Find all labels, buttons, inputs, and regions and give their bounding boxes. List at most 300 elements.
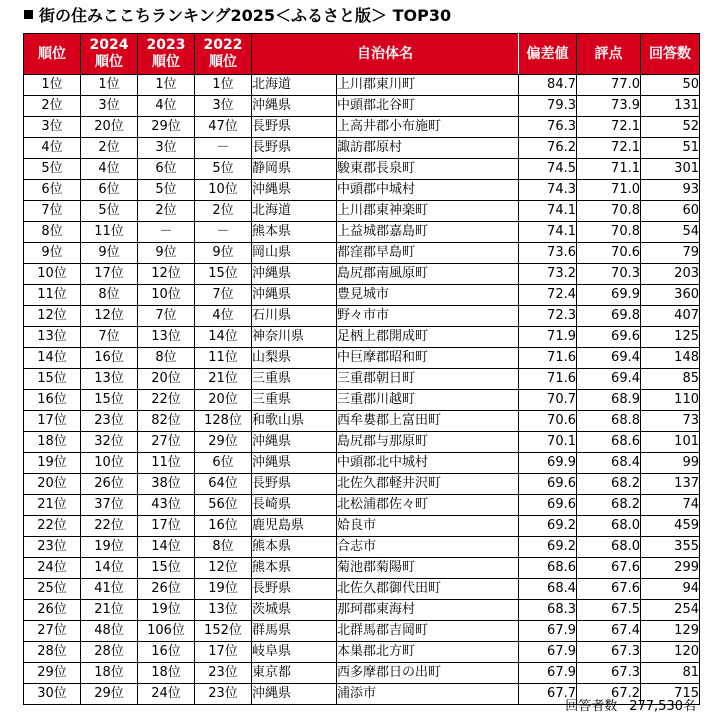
- prefecture-cell: 沖縄県: [252, 285, 337, 306]
- municipality-cell: 北佐久郡軽井沢町: [337, 474, 519, 495]
- rank-cell: 14位: [24, 348, 81, 369]
- rank-2024-cell: 48位: [81, 621, 138, 642]
- rank-2024-cell: 3位: [81, 96, 138, 117]
- municipality-cell: 豊見城市: [337, 285, 519, 306]
- municipality-cell: 北佐久郡御代田町: [337, 579, 519, 600]
- table-row: [24, 621, 700, 642]
- rank-cell: 28位: [24, 642, 81, 663]
- prefecture-cell: 長崎県: [252, 495, 337, 516]
- respondent-count: 277,530名: [629, 699, 696, 714]
- prefecture-cell: 茨城県: [252, 600, 337, 621]
- table-row: [24, 306, 700, 327]
- score-cell: 73.9: [577, 96, 641, 117]
- score-cell: 67.3: [577, 642, 641, 663]
- square-bullet-icon: [24, 10, 33, 19]
- rank-2024-cell: 16位: [81, 348, 138, 369]
- rank-2022-cell: 23位: [195, 663, 252, 684]
- deviation-cell: 70.7: [519, 390, 577, 411]
- table-row: [24, 117, 700, 138]
- rank-2023-cell: 16位: [138, 642, 195, 663]
- rank-2024-cell: 37位: [81, 495, 138, 516]
- rank-2022-cell: 13位: [195, 600, 252, 621]
- municipality-cell: 北松浦郡佐々町: [337, 495, 519, 516]
- deviation-cell: 69.2: [519, 537, 577, 558]
- rank-2022-cell: 29位: [195, 432, 252, 453]
- municipality-cell: 中頭郡北谷町: [337, 96, 519, 117]
- rank-2024-cell: 11位: [81, 222, 138, 243]
- deviation-cell: 74.3: [519, 180, 577, 201]
- table-row: [24, 642, 700, 663]
- rank-2022-cell: 21位: [195, 369, 252, 390]
- rank-2023-cell: 11位: [138, 453, 195, 474]
- municipality-cell: 姶良市: [337, 516, 519, 537]
- prefecture-cell: 熊本県: [252, 558, 337, 579]
- score-cell: 70.6: [577, 243, 641, 264]
- rank-2024-cell: 41位: [81, 579, 138, 600]
- score-cell: 70.8: [577, 222, 641, 243]
- responses-cell: 148: [641, 348, 700, 369]
- page-title: [24, 4, 451, 28]
- rank-2022-cell: 64位: [195, 474, 252, 495]
- rank-cell: 19位: [24, 453, 81, 474]
- rank-cell: 11位: [24, 285, 81, 306]
- rank-cell: 4位: [24, 138, 81, 159]
- responses-cell: 131: [641, 96, 700, 117]
- municipality-cell: 足柄上郡開成町: [337, 327, 519, 348]
- prefecture-cell: 静岡県: [252, 159, 337, 180]
- municipality-cell: 中頭郡中城村: [337, 180, 519, 201]
- municipality-cell: 西多摩郡日の出町: [337, 663, 519, 684]
- table-row: [24, 495, 700, 516]
- score-cell: 67.3: [577, 663, 641, 684]
- rank-2024-cell: 7位: [81, 327, 138, 348]
- deviation-cell: 69.9: [519, 453, 577, 474]
- rank-2022-cell: 47位: [195, 117, 252, 138]
- deviation-cell: 67.9: [519, 642, 577, 663]
- table-row: [24, 138, 700, 159]
- prefecture-cell: 鹿児島県: [252, 516, 337, 537]
- rank-2022-cell: 11位: [195, 348, 252, 369]
- deviation-cell: 68.4: [519, 579, 577, 600]
- prefecture-cell: 石川県: [252, 306, 337, 327]
- respondent-total: [565, 695, 696, 714]
- rank-2023-cell: 26位: [138, 579, 195, 600]
- table-row: [24, 159, 700, 180]
- deviation-cell: 69.2: [519, 516, 577, 537]
- rank-2023-cell: 18位: [138, 663, 195, 684]
- rank-2022-cell: －: [195, 138, 252, 159]
- table-row: [24, 390, 700, 411]
- rank-2022-cell: 2位: [195, 201, 252, 222]
- rank-2024-cell: 1位: [81, 75, 138, 96]
- rank-2022-cell: 16位: [195, 516, 252, 537]
- prefecture-cell: 沖縄県: [252, 432, 337, 453]
- score-cell: 69.9: [577, 285, 641, 306]
- municipality-cell: 那珂郡東海村: [337, 600, 519, 621]
- header-responses: 回答数: [641, 34, 700, 75]
- rank-2023-cell: 2位: [138, 201, 195, 222]
- rank-2024-cell: 19位: [81, 537, 138, 558]
- rank-2023-cell: 1位: [138, 75, 195, 96]
- rank-2024-cell: 17位: [81, 264, 138, 285]
- responses-cell: 85: [641, 369, 700, 390]
- deviation-cell: 67.7: [519, 684, 577, 705]
- prefecture-cell: 和歌山県: [252, 411, 337, 432]
- responses-cell: 360: [641, 285, 700, 306]
- rank-2024-cell: 28位: [81, 642, 138, 663]
- rank-2024-cell: 13位: [81, 369, 138, 390]
- rank-2023-cell: 6位: [138, 159, 195, 180]
- score-cell: 71.1: [577, 159, 641, 180]
- responses-cell: 101: [641, 432, 700, 453]
- score-cell: 67.4: [577, 621, 641, 642]
- rank-cell: 24位: [24, 558, 81, 579]
- rank-2024-cell: 20位: [81, 117, 138, 138]
- municipality-cell: 西牟婁郡上富田町: [337, 411, 519, 432]
- score-cell: 69.8: [577, 306, 641, 327]
- table-row: [24, 243, 700, 264]
- rank-2022-cell: 56位: [195, 495, 252, 516]
- rank-2022-cell: 20位: [195, 390, 252, 411]
- rank-cell: 16位: [24, 390, 81, 411]
- municipality-cell: 合志市: [337, 537, 519, 558]
- rank-cell: 8位: [24, 222, 81, 243]
- prefecture-cell: 長野県: [252, 579, 337, 600]
- prefecture-cell: 神奈川県: [252, 327, 337, 348]
- rank-2023-cell: 14位: [138, 537, 195, 558]
- responses-cell: 74: [641, 495, 700, 516]
- table-row: [24, 537, 700, 558]
- score-cell: 71.0: [577, 180, 641, 201]
- municipality-cell: 島尻郡与那原町: [337, 432, 519, 453]
- responses-cell: 129: [641, 621, 700, 642]
- rank-2022-cell: 10位: [195, 180, 252, 201]
- rank-2024-cell: 9位: [81, 243, 138, 264]
- prefecture-cell: 群馬県: [252, 621, 337, 642]
- municipality-cell: 中巨摩郡昭和町: [337, 348, 519, 369]
- table-row: [24, 432, 700, 453]
- rank-2024-cell: 12位: [81, 306, 138, 327]
- municipality-cell: 中頭郡北中城村: [337, 453, 519, 474]
- deviation-cell: 70.1: [519, 432, 577, 453]
- rank-cell: 22位: [24, 516, 81, 537]
- prefecture-cell: 沖縄県: [252, 96, 337, 117]
- table-row: [24, 558, 700, 579]
- rank-2024-cell: 23位: [81, 411, 138, 432]
- rank-2022-cell: 14位: [195, 327, 252, 348]
- rank-cell: 3位: [24, 117, 81, 138]
- deviation-cell: 67.9: [519, 621, 577, 642]
- rank-2024-cell: 29位: [81, 684, 138, 705]
- rank-2022-cell: 5位: [195, 159, 252, 180]
- title-text: 街の住みここちランキング2025＜ふるさと版＞ TOP30: [39, 6, 452, 25]
- rank-2022-cell: 1位: [195, 75, 252, 96]
- deviation-cell: 70.6: [519, 411, 577, 432]
- deviation-cell: 73.6: [519, 243, 577, 264]
- score-cell: 68.6: [577, 432, 641, 453]
- prefecture-cell: 東京都: [252, 663, 337, 684]
- table-row: [24, 222, 700, 243]
- deviation-cell: 72.4: [519, 285, 577, 306]
- responses-cell: 301: [641, 159, 700, 180]
- rank-2024-cell: 22位: [81, 516, 138, 537]
- municipality-cell: 都窪郡早島町: [337, 243, 519, 264]
- prefecture-cell: 長野県: [252, 117, 337, 138]
- header-score: 評点: [577, 34, 641, 75]
- table-row: [24, 264, 700, 285]
- rank-2023-cell: 13位: [138, 327, 195, 348]
- rank-2022-cell: 7位: [195, 285, 252, 306]
- responses-cell: 73: [641, 411, 700, 432]
- responses-cell: 254: [641, 600, 700, 621]
- table-row: [24, 96, 700, 117]
- table-row: [24, 579, 700, 600]
- prefecture-cell: 三重県: [252, 390, 337, 411]
- rank-2022-cell: 8位: [195, 537, 252, 558]
- rank-2023-cell: 22位: [138, 390, 195, 411]
- responses-cell: 79: [641, 243, 700, 264]
- header-row: [24, 34, 700, 75]
- rank-2023-cell: 29位: [138, 117, 195, 138]
- score-cell: 68.2: [577, 474, 641, 495]
- rank-2024-cell: 8位: [81, 285, 138, 306]
- rank-2022-cell: 19位: [195, 579, 252, 600]
- responses-cell: 120: [641, 642, 700, 663]
- rank-2023-cell: 7位: [138, 306, 195, 327]
- prefecture-cell: 岐阜県: [252, 642, 337, 663]
- prefecture-cell: 北海道: [252, 201, 337, 222]
- rank-cell: 5位: [24, 159, 81, 180]
- rank-cell: 1位: [24, 75, 81, 96]
- deviation-cell: 74.1: [519, 201, 577, 222]
- table-row: [24, 369, 700, 390]
- rank-2024-cell: 5位: [81, 201, 138, 222]
- responses-cell: 203: [641, 264, 700, 285]
- responses-cell: 355: [641, 537, 700, 558]
- rank-cell: 30位: [24, 684, 81, 705]
- score-cell: 68.9: [577, 390, 641, 411]
- deviation-cell: 74.1: [519, 222, 577, 243]
- score-cell: 69.4: [577, 348, 641, 369]
- deviation-cell: 67.9: [519, 663, 577, 684]
- rank-2023-cell: 82位: [138, 411, 195, 432]
- prefecture-cell: 沖縄県: [252, 264, 337, 285]
- rank-2022-cell: －: [195, 222, 252, 243]
- rank-cell: 2位: [24, 96, 81, 117]
- rank-2022-cell: 9位: [195, 243, 252, 264]
- municipality-cell: 島尻郡南風原町: [337, 264, 519, 285]
- table-row: [24, 201, 700, 222]
- score-cell: 68.8: [577, 411, 641, 432]
- rank-2023-cell: 19位: [138, 600, 195, 621]
- rank-cell: 17位: [24, 411, 81, 432]
- rank-cell: 20位: [24, 474, 81, 495]
- deviation-cell: 71.6: [519, 348, 577, 369]
- rank-cell: 23位: [24, 537, 81, 558]
- rank-2024-cell: 26位: [81, 474, 138, 495]
- prefecture-cell: 沖縄県: [252, 453, 337, 474]
- rank-2022-cell: 15位: [195, 264, 252, 285]
- rank-2024-cell: 10位: [81, 453, 138, 474]
- rank-2023-cell: 3位: [138, 138, 195, 159]
- rank-2023-cell: 4位: [138, 96, 195, 117]
- table-row: [24, 474, 700, 495]
- rank-2023-cell: 15位: [138, 558, 195, 579]
- municipality-cell: 北群馬郡吉岡町: [337, 621, 519, 642]
- deviation-cell: 68.3: [519, 600, 577, 621]
- table-row: [24, 180, 700, 201]
- rank-cell: 21位: [24, 495, 81, 516]
- table-row: [24, 411, 700, 432]
- rank-2023-cell: 106位: [138, 621, 195, 642]
- responses-cell: 94: [641, 579, 700, 600]
- header-deviation: 偏差値: [519, 34, 577, 75]
- rank-cell: 18位: [24, 432, 81, 453]
- rank-2023-cell: 9位: [138, 243, 195, 264]
- responses-cell: 459: [641, 516, 700, 537]
- rank-cell: 13位: [24, 327, 81, 348]
- responses-cell: 110: [641, 390, 700, 411]
- table-row: [24, 348, 700, 369]
- rank-cell: 6位: [24, 180, 81, 201]
- deviation-cell: 71.9: [519, 327, 577, 348]
- header-2023-rank: 2023 順位: [138, 34, 195, 75]
- deviation-cell: 74.5: [519, 159, 577, 180]
- rank-2022-cell: 3位: [195, 96, 252, 117]
- rank-cell: 29位: [24, 663, 81, 684]
- prefecture-cell: 沖縄県: [252, 684, 337, 705]
- responses-cell: 54: [641, 222, 700, 243]
- score-cell: 77.0: [577, 75, 641, 96]
- prefecture-cell: 沖縄県: [252, 180, 337, 201]
- score-cell: 69.4: [577, 369, 641, 390]
- rank-2024-cell: 32位: [81, 432, 138, 453]
- rank-2022-cell: 6位: [195, 453, 252, 474]
- score-cell: 72.1: [577, 138, 641, 159]
- rank-cell: 27位: [24, 621, 81, 642]
- header-2024-rank: 2024 順位: [81, 34, 138, 75]
- respondent-label: 回答者数: [565, 699, 618, 714]
- responses-cell: 407: [641, 306, 700, 327]
- table-row: [24, 453, 700, 474]
- responses-cell: 51: [641, 138, 700, 159]
- score-cell: 68.0: [577, 537, 641, 558]
- rank-2023-cell: 43位: [138, 495, 195, 516]
- municipality-cell: 上川郡東川町: [337, 75, 519, 96]
- responses-cell: 93: [641, 180, 700, 201]
- rank-2023-cell: －: [138, 222, 195, 243]
- rank-cell: 25位: [24, 579, 81, 600]
- rank-2023-cell: 8位: [138, 348, 195, 369]
- prefecture-cell: 北海道: [252, 75, 337, 96]
- rank-cell: 12位: [24, 306, 81, 327]
- deviation-cell: 68.6: [519, 558, 577, 579]
- rank-cell: 10位: [24, 264, 81, 285]
- deviation-cell: 76.3: [519, 117, 577, 138]
- deviation-cell: 76.2: [519, 138, 577, 159]
- prefecture-cell: 三重県: [252, 369, 337, 390]
- municipality-cell: 諏訪郡原村: [337, 138, 519, 159]
- municipality-cell: 上川郡東神楽町: [337, 201, 519, 222]
- rank-2022-cell: 152位: [195, 621, 252, 642]
- deviation-cell: 73.2: [519, 264, 577, 285]
- rank-2024-cell: 15位: [81, 390, 138, 411]
- rank-2023-cell: 20位: [138, 369, 195, 390]
- municipality-cell: 本巣郡北方町: [337, 642, 519, 663]
- responses-cell: 99: [641, 453, 700, 474]
- rank-2024-cell: 18位: [81, 663, 138, 684]
- score-cell: 67.2: [577, 684, 641, 705]
- score-cell: 68.2: [577, 495, 641, 516]
- rank-2023-cell: 12位: [138, 264, 195, 285]
- prefecture-cell: 長野県: [252, 474, 337, 495]
- score-cell: 68.0: [577, 516, 641, 537]
- score-cell: 72.1: [577, 117, 641, 138]
- responses-cell: 81: [641, 663, 700, 684]
- rank-cell: 15位: [24, 369, 81, 390]
- prefecture-cell: 岡山県: [252, 243, 337, 264]
- table-row: [24, 285, 700, 306]
- responses-cell: 125: [641, 327, 700, 348]
- rank-2024-cell: 21位: [81, 600, 138, 621]
- header-2022-rank: 2022 順位: [195, 34, 252, 75]
- rank-cell: 9位: [24, 243, 81, 264]
- rank-2023-cell: 17位: [138, 516, 195, 537]
- score-cell: 67.6: [577, 558, 641, 579]
- ranking-table: [23, 33, 700, 705]
- deviation-cell: 69.6: [519, 474, 577, 495]
- score-cell: 70.8: [577, 201, 641, 222]
- prefecture-cell: 長野県: [252, 138, 337, 159]
- rank-2023-cell: 38位: [138, 474, 195, 495]
- ranking-body: [24, 75, 700, 705]
- rank-2023-cell: 10位: [138, 285, 195, 306]
- rank-2023-cell: 27位: [138, 432, 195, 453]
- deviation-cell: 79.3: [519, 96, 577, 117]
- rank-2024-cell: 2位: [81, 138, 138, 159]
- deviation-cell: 69.6: [519, 495, 577, 516]
- deviation-cell: 72.3: [519, 306, 577, 327]
- municipality-cell: 上高井郡小布施町: [337, 117, 519, 138]
- municipality-cell: 野々市市: [337, 306, 519, 327]
- table-row: [24, 75, 700, 96]
- deviation-cell: 71.6: [519, 369, 577, 390]
- responses-cell: 137: [641, 474, 700, 495]
- rank-2024-cell: 6位: [81, 180, 138, 201]
- rank-2022-cell: 12位: [195, 558, 252, 579]
- responses-cell: 52: [641, 117, 700, 138]
- deviation-cell: 84.7: [519, 75, 577, 96]
- rank-2024-cell: 14位: [81, 558, 138, 579]
- table-row: [24, 663, 700, 684]
- table-row: [24, 516, 700, 537]
- municipality-cell: 三重郡川越町: [337, 390, 519, 411]
- rank-2022-cell: 4位: [195, 306, 252, 327]
- rank-cell: 26位: [24, 600, 81, 621]
- header-municipality: 自治体名: [252, 34, 519, 75]
- municipality-cell: 浦添市: [337, 684, 519, 705]
- header-rank: 順位: [24, 34, 81, 75]
- prefecture-cell: 熊本県: [252, 537, 337, 558]
- responses-cell: 50: [641, 75, 700, 96]
- prefecture-cell: 山梨県: [252, 348, 337, 369]
- responses-cell: 60: [641, 201, 700, 222]
- municipality-cell: 上益城郡嘉島町: [337, 222, 519, 243]
- table-row: [24, 600, 700, 621]
- rank-2022-cell: 128位: [195, 411, 252, 432]
- rank-2022-cell: 17位: [195, 642, 252, 663]
- score-cell: 69.6: [577, 327, 641, 348]
